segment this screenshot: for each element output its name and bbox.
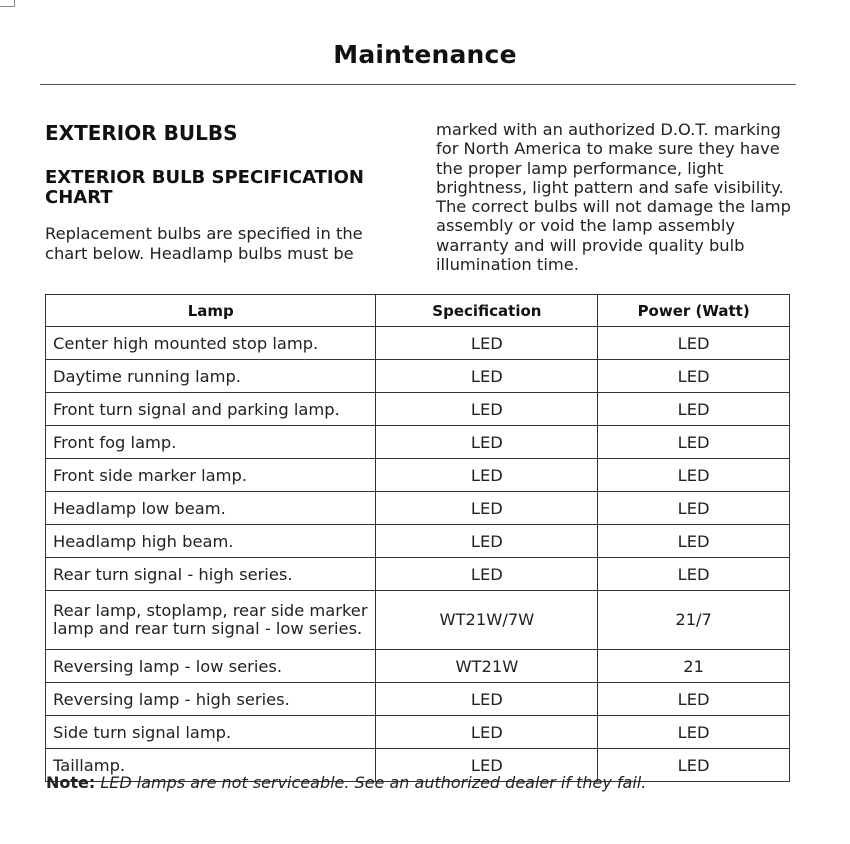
intro-paragraph: Replacement bulbs are specified in the chart below. Headlamp bulbs must be (45, 224, 363, 263)
table-row (46, 558, 790, 591)
lamp-cell: Side turn signal lamp. (46, 716, 376, 749)
table-row (46, 591, 790, 650)
lamp-cell: Center high mounted stop lamp. (46, 327, 376, 360)
power-cell: 21 (598, 650, 790, 683)
lamp-cell: Front fog lamp. (46, 426, 376, 459)
power-cell: LED (598, 360, 790, 393)
column-header-specification: Specification (376, 295, 598, 327)
power-cell: LED (598, 558, 790, 591)
header-divider (40, 84, 796, 85)
power-cell: LED (598, 393, 790, 426)
lamp-cell: Rear turn signal - high series. (46, 558, 376, 591)
power-cell: 21/7 (598, 591, 790, 650)
section-title: Maintenance (333, 40, 517, 69)
power-cell: LED (598, 327, 790, 360)
table-row (46, 327, 790, 360)
table-row (46, 393, 790, 426)
table-note (46, 773, 646, 792)
specification-cell: LED (376, 683, 598, 716)
lamp-cell: Front turn signal and parking lamp. (46, 393, 376, 426)
power-cell: LED (598, 683, 790, 716)
note-text: LED lamps are not serviceable. See an authorized dealer if they fail. (100, 773, 647, 792)
lamp-cell: Reversing lamp - high series. (46, 683, 376, 716)
lamp-cell: Rear lamp, stoplamp, rear side marker lamp and rear turn signal - low series. (46, 591, 376, 650)
specification-cell: WT21W/7W (376, 591, 598, 650)
specification-cell: LED (376, 749, 598, 782)
exterior-bulbs-heading: EXTERIOR BULBS (45, 121, 238, 145)
table-row (46, 426, 790, 459)
left-column (45, 118, 405, 263)
table-row (46, 650, 790, 683)
power-cell: LED (598, 426, 790, 459)
specification-cell: LED (376, 525, 598, 558)
table-header-row (46, 295, 790, 327)
specification-cell: WT21W (376, 650, 598, 683)
specification-cell: LED (376, 459, 598, 492)
lamp-cell: Headlamp high beam. (46, 525, 376, 558)
power-cell: LED (598, 716, 790, 749)
specification-cell: LED (376, 393, 598, 426)
specification-cell: LED (376, 492, 598, 525)
specification-cell: LED (376, 716, 598, 749)
specification-cell: LED (376, 327, 598, 360)
table-row (46, 525, 790, 558)
lamp-cell: Taillamp. (46, 749, 376, 782)
table-row (46, 716, 790, 749)
power-cell: LED (598, 525, 790, 558)
lamp-cell: Headlamp low beam. (46, 492, 376, 525)
specification-cell: LED (376, 558, 598, 591)
table-row (46, 492, 790, 525)
bulb-specification-table (45, 294, 790, 782)
lamp-cell: Front side marker lamp. (46, 459, 376, 492)
power-cell: LED (598, 492, 790, 525)
power-cell: LED (598, 749, 790, 782)
lamp-cell: Daytime running lamp. (46, 360, 376, 393)
lamp-cell: Reversing lamp - low series. (46, 650, 376, 683)
page-corner-mark (0, 0, 15, 7)
table-row (46, 683, 790, 716)
column-header-lamp: Lamp (46, 295, 376, 327)
table-row (46, 459, 790, 492)
note-label: Note: (46, 773, 96, 792)
specification-cell: LED (376, 426, 598, 459)
column-header-power: Power (Watt) (598, 295, 790, 327)
power-cell: LED (598, 459, 790, 492)
spec-chart-heading: EXTERIOR BULB SPECIFICATION CHART (45, 167, 364, 208)
right-column-paragraph: marked with an authorized D.O.T. marking for North America to make sure they have the proper lamp performance, light brightness, light pattern and safe visibility. The correct bulbs will not damage the lamp assembly or void the lamp assembly warranty and will provide quality bulb illumination time. (436, 120, 791, 275)
table-row (46, 360, 790, 393)
specification-cell: LED (376, 360, 598, 393)
